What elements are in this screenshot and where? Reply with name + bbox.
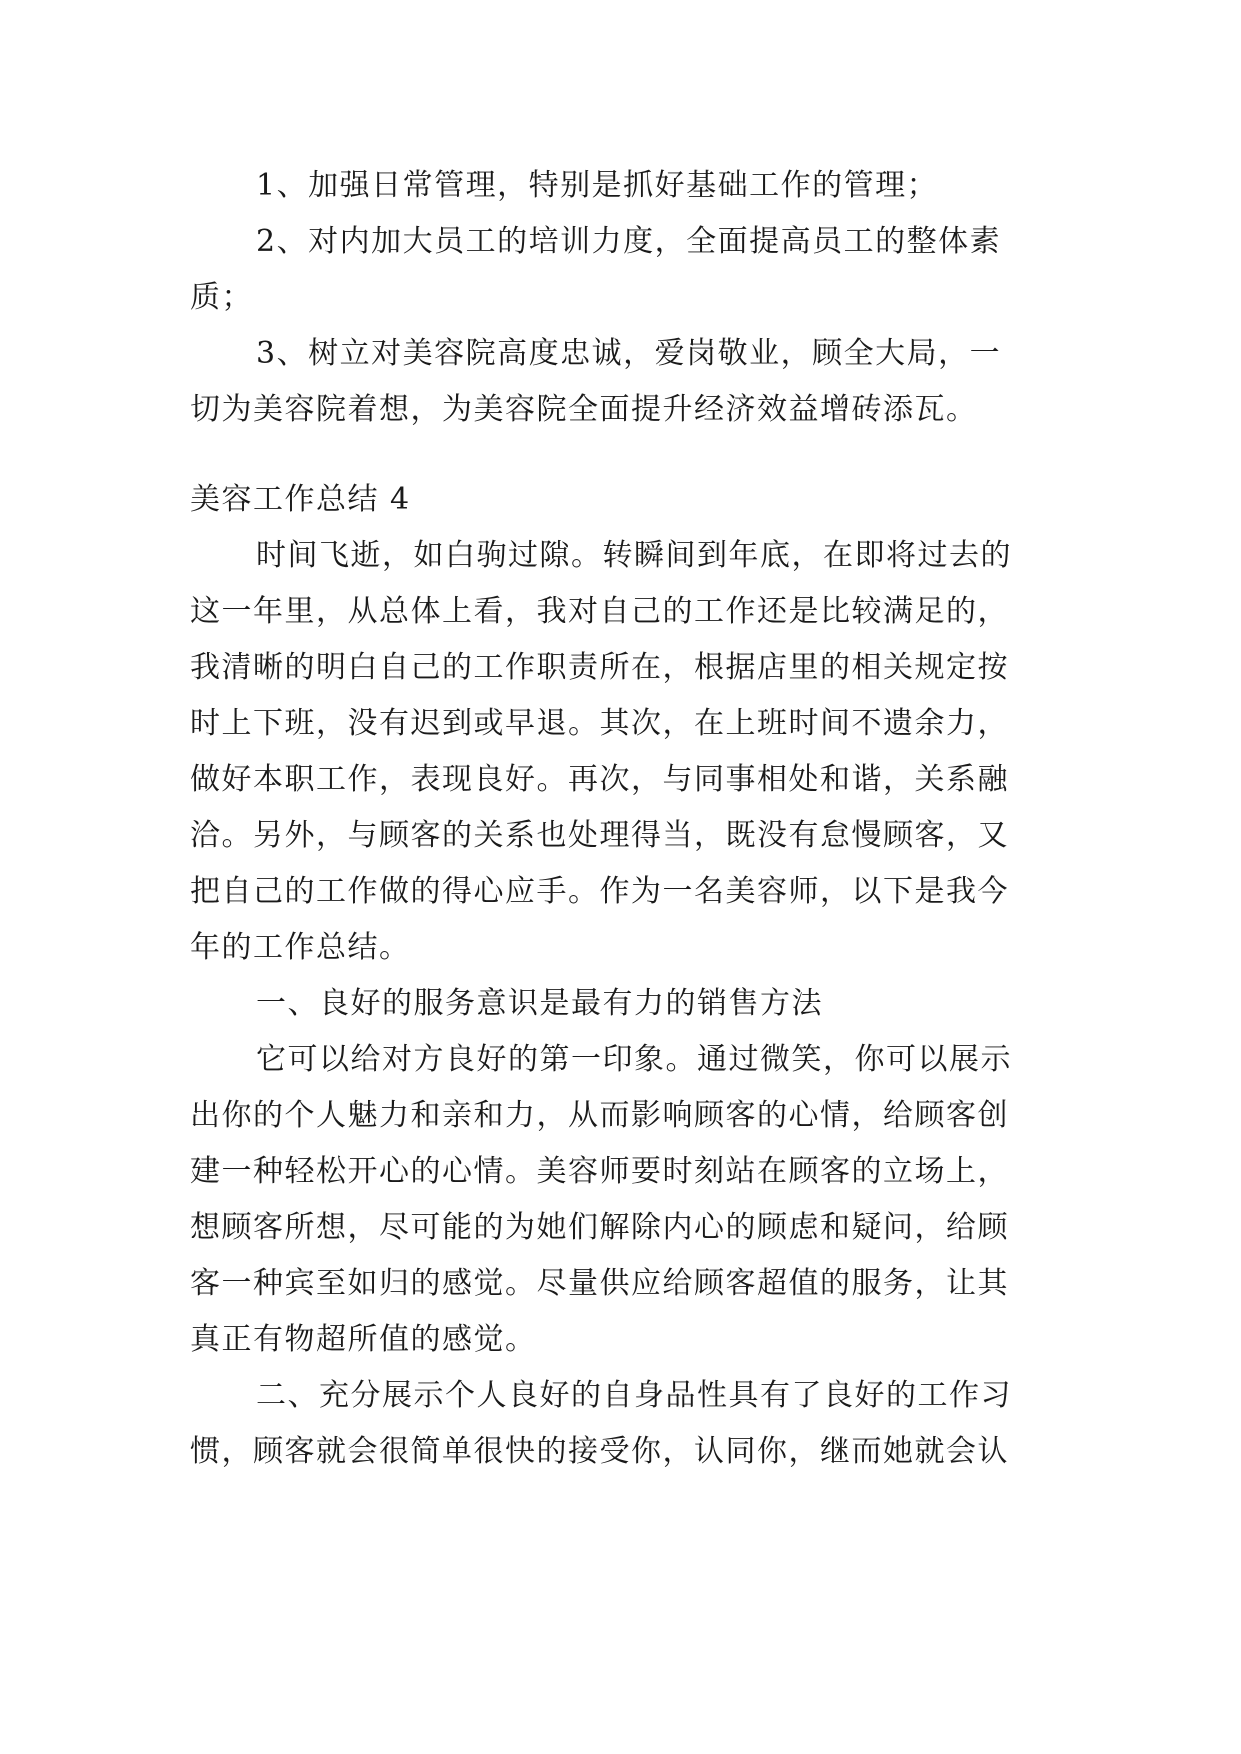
text-line: 洽。另外，与顾客的关系也处理得当，既没有怠慢顾客，又 bbox=[190, 818, 1009, 853]
text-line: 建一种轻松开心的心情。美容师要时刻站在顾客的立场上， bbox=[190, 1154, 1009, 1189]
list-item-1 bbox=[190, 158, 1052, 214]
text-line: 它可以给对方良好的第一印象。通过微笑，你可以展示 bbox=[256, 1042, 1012, 1077]
text-line: 二、充分展示个人良好的自身品性具有了良好的工作习 bbox=[256, 1378, 1012, 1413]
text-line: 2、对内加大员工的培训力度，全面提高员工的整体素 bbox=[256, 224, 1002, 259]
paragraph-3 bbox=[190, 1368, 1052, 1480]
text-line: 想顾客所想，尽可能的为她们解除内心的顾虑和疑问，给顾 bbox=[190, 1210, 1009, 1245]
document-page bbox=[190, 158, 1052, 1480]
text-line: 质； bbox=[190, 280, 253, 315]
text-line: 做好本职工作，表现良好。再次，与同事相处和谐，关系融 bbox=[190, 762, 1009, 797]
text-line: 客一种宾至如归的感觉。尽量供应给顾客超值的服务，让其 bbox=[190, 1266, 1009, 1301]
list-item-3 bbox=[190, 326, 1052, 438]
paragraph-2 bbox=[190, 1032, 1052, 1368]
subheading-1 bbox=[190, 976, 1052, 1032]
text-line: 我清晰的明白自己的工作职责所在，根据店里的相关规定按 bbox=[190, 650, 1009, 685]
text-line: 时间飞逝，如白驹过隙。转瞬间到年底，在即将过去的 bbox=[256, 538, 1012, 573]
text-line: 1、加强日常管理，特别是抓好基础工作的管理； bbox=[256, 168, 939, 203]
text-line: 真正有物超所值的感觉。 bbox=[190, 1322, 537, 1357]
text-line: 3、树立对美容院高度忠诚，爱岗敬业，顾全大局，一 bbox=[256, 336, 1002, 371]
paragraph-1 bbox=[190, 528, 1052, 976]
text-line: 一、良好的服务意识是最有力的销售方法 bbox=[256, 986, 823, 1021]
text-line: 这一年里，从总体上看，我对自己的工作还是比较满足的， bbox=[190, 594, 1009, 629]
text-line: 年的工作总结。 bbox=[190, 930, 411, 965]
text-line: 时上下班，没有迟到或早退。其次，在上班时间不遗余力， bbox=[190, 706, 1009, 741]
text-line: 出你的个人魅力和亲和力，从而影响顾客的心情，给顾客创 bbox=[190, 1098, 1009, 1133]
text-line: 把自己的工作做的得心应手。作为一名美容师，以下是我今 bbox=[190, 874, 1009, 909]
text-line: 惯，顾客就会很简单很快的接受你，认同你，继而她就会认 bbox=[190, 1434, 1009, 1469]
section-title: 美容工作总结 4 bbox=[190, 482, 411, 517]
list-item-2 bbox=[190, 214, 1052, 326]
text-line: 切为美容院着想，为美容院全面提升经济效益增砖添瓦。 bbox=[190, 392, 978, 427]
